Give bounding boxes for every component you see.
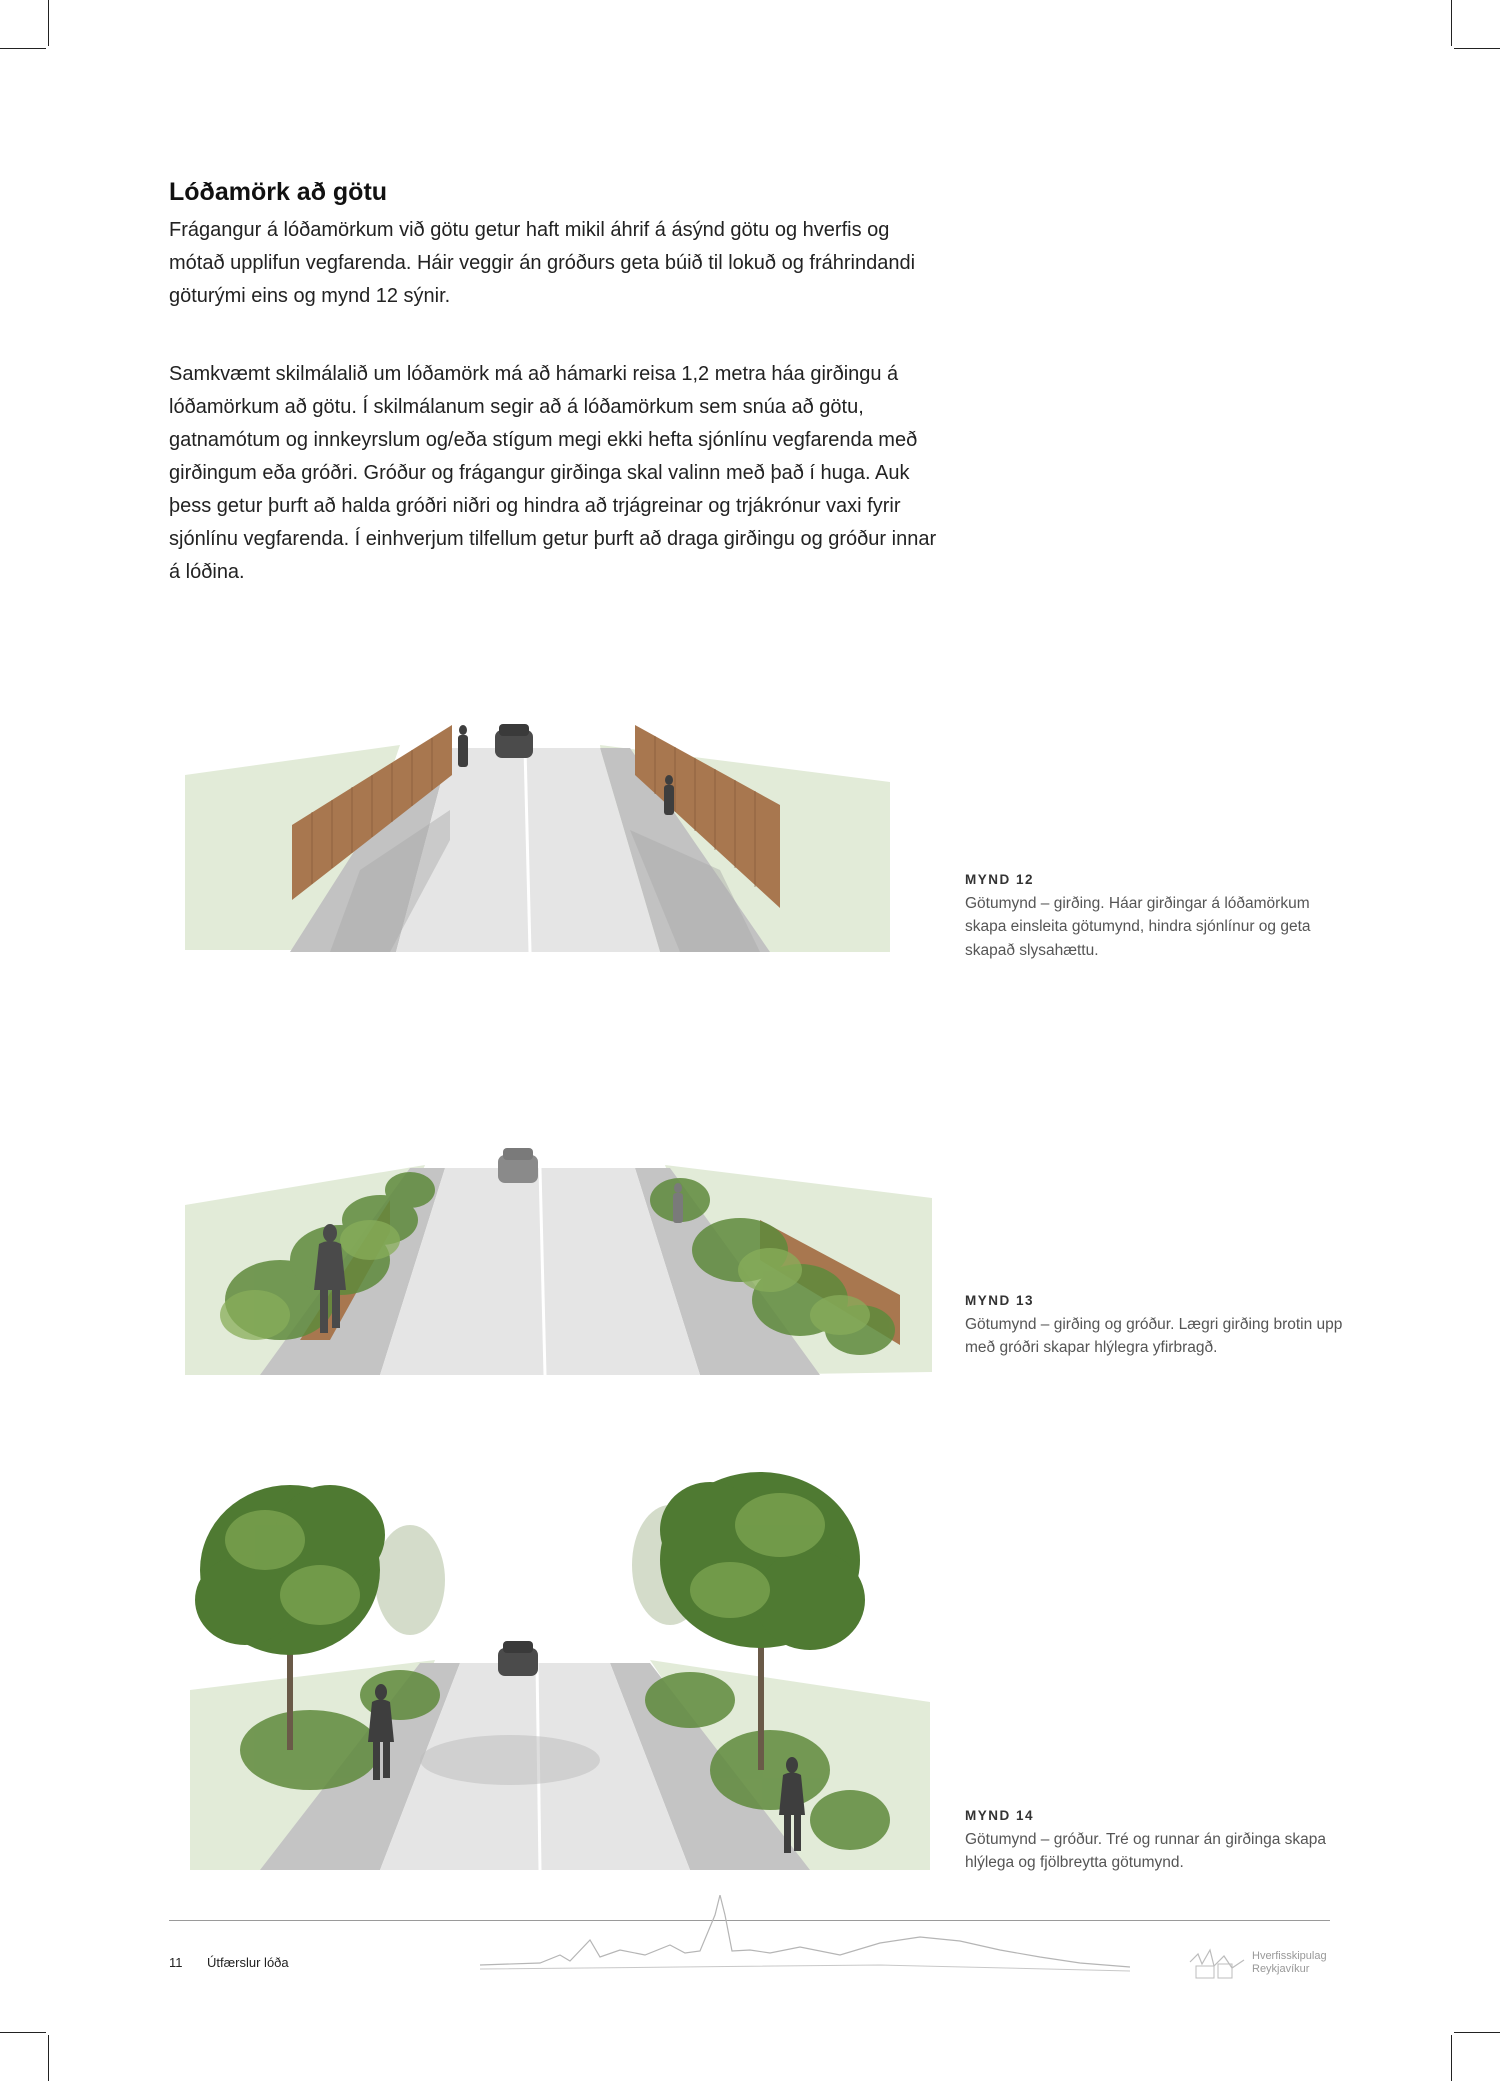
footer-title: Útfærslur lóða — [207, 1955, 289, 1970]
rules-paragraph: Samkvæmt skilmálalið um lóðamörk má að hámarki reisa 1,2 metra háa girðingu á lóðamörkum að götu. Í skilmálanum segir að á lóðamörkum sem snúa að götu, gatnamótum og innkeyrslum og/eða stígum megi ekki hefta sjónlínu vegfarenda með girðingum eða gróðri. Gróður og frágangur girðinga skal valinn með það í huga. Auk þess getur þurft að halda gróðri niðri og hindra að trjágreinar og trjákrónur vaxi fyrir sjónlínu vegfarenda. Í einhverjum tilfellum getur þurft að draga girðingu og gróður innar á lóðina. — [169, 363, 937, 583]
city-skyline-illustration — [480, 1895, 1130, 1975]
figure-14-illustration — [170, 1470, 940, 1880]
crop-mark — [0, 48, 46, 49]
logo-line-1: Hverfisskipulag — [1252, 1950, 1327, 1962]
crop-mark — [1451, 0, 1452, 46]
crop-mark — [0, 2032, 46, 2033]
page-number: 11 — [169, 1955, 183, 1970]
figure-14-label: MYND 14 — [965, 1808, 1035, 1823]
hverfisskipulag-logo — [1188, 1942, 1248, 1982]
figure-12-illustration — [180, 720, 900, 960]
figure-12-caption — [965, 868, 1345, 962]
figure-12-caption-text: Götumynd – girðing. Háar girðingar á lóðamörkum skapa einsleita götumynd, hindra sjónlínur og geta skapað slysahættu. — [965, 894, 1311, 959]
crop-mark — [48, 0, 49, 46]
crop-mark — [1454, 2032, 1500, 2033]
figure-13-caption — [965, 1289, 1345, 1360]
figure-13-label: MYND 13 — [965, 1293, 1035, 1308]
figure-13-caption-text: Götumynd – girðing og gróður. Lægri girðing brotin upp með gróðri skapar hlýlegra yfirbragð. — [965, 1315, 1343, 1356]
crop-mark — [1451, 2035, 1452, 2081]
logo-line-2: Reykjavíkur — [1252, 1963, 1310, 1975]
figure-14-caption — [965, 1804, 1345, 1875]
logo-text — [1252, 1950, 1327, 1976]
crop-mark — [48, 2035, 49, 2081]
figure-13-illustration — [180, 1140, 940, 1380]
crop-mark — [1454, 48, 1500, 49]
intro-paragraph: Frágangur á lóðamörkum við götu getur haft mikil áhrif á ásýnd götu og hverfis og mótað upplifun vegfarenda. Háir veggir án gróðurs geta búið til lokuð og fráhrindandi göturými eins og mynd 12 sýnir. — [169, 219, 916, 307]
section-heading: Lóðamörk að götu — [169, 178, 388, 206]
figure-12-label: MYND 12 — [965, 872, 1035, 887]
figure-14-caption-text: Götumynd – gróður. Tré og runnar án girðinga skapa hlýlega og fjölbreytta götumynd. — [965, 1830, 1327, 1871]
